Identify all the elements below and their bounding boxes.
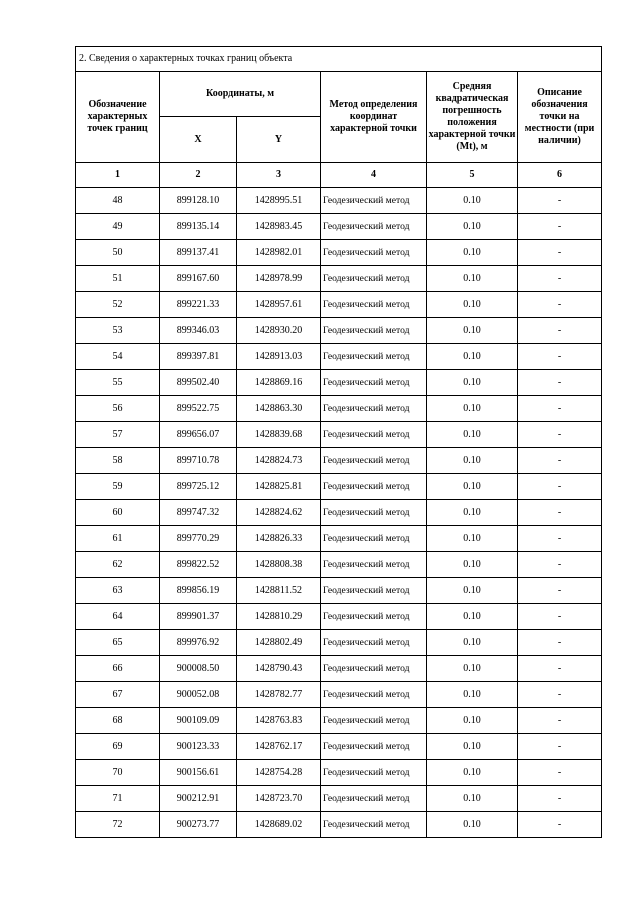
table-row bbox=[76, 526, 602, 552]
cell-description: - bbox=[518, 604, 602, 630]
cell-x-coordinate: 899135.14 bbox=[160, 214, 237, 240]
cell-point-number: 61 bbox=[76, 526, 160, 552]
table-row bbox=[76, 812, 602, 838]
cell-point-number: 58 bbox=[76, 448, 160, 474]
cell-y-coordinate: 1428802.49 bbox=[237, 630, 321, 656]
cell-accuracy: 0.10 bbox=[427, 370, 518, 396]
cell-point-number: 53 bbox=[76, 318, 160, 344]
header-y: Y bbox=[237, 117, 321, 163]
header-method: Метод определения координат характерной точки bbox=[321, 72, 427, 163]
table-row bbox=[76, 474, 602, 500]
cell-method: Геодезический метод bbox=[321, 760, 427, 786]
cell-description: - bbox=[518, 214, 602, 240]
cell-description: - bbox=[518, 188, 602, 214]
cell-point-number: 68 bbox=[76, 708, 160, 734]
column-number: 2 bbox=[160, 163, 237, 188]
cell-y-coordinate: 1428825.81 bbox=[237, 474, 321, 500]
cell-point-number: 57 bbox=[76, 422, 160, 448]
cell-point-number: 50 bbox=[76, 240, 160, 266]
cell-accuracy: 0.10 bbox=[427, 318, 518, 344]
cell-x-coordinate: 900273.77 bbox=[160, 812, 237, 838]
cell-accuracy: 0.10 bbox=[427, 708, 518, 734]
table-row bbox=[76, 786, 602, 812]
header-point-designation: Обозначение характерных точек границ bbox=[76, 72, 160, 163]
cell-point-number: 62 bbox=[76, 552, 160, 578]
cell-method: Геодезический метод bbox=[321, 500, 427, 526]
table-row bbox=[76, 604, 602, 630]
cell-description: - bbox=[518, 656, 602, 682]
table-row bbox=[76, 448, 602, 474]
cell-description: - bbox=[518, 682, 602, 708]
cell-point-number: 63 bbox=[76, 578, 160, 604]
cell-description: - bbox=[518, 422, 602, 448]
table-row bbox=[76, 188, 602, 214]
cell-x-coordinate: 899901.37 bbox=[160, 604, 237, 630]
table-row bbox=[76, 656, 602, 682]
cell-y-coordinate: 1428982.01 bbox=[237, 240, 321, 266]
cell-x-coordinate: 899770.29 bbox=[160, 526, 237, 552]
column-number: 1 bbox=[76, 163, 160, 188]
cell-accuracy: 0.10 bbox=[427, 422, 518, 448]
cell-x-coordinate: 899128.10 bbox=[160, 188, 237, 214]
cell-accuracy: 0.10 bbox=[427, 604, 518, 630]
cell-y-coordinate: 1428811.52 bbox=[237, 578, 321, 604]
cell-description: - bbox=[518, 760, 602, 786]
cell-accuracy: 0.10 bbox=[427, 448, 518, 474]
cell-x-coordinate: 900008.50 bbox=[160, 656, 237, 682]
cell-x-coordinate: 899747.32 bbox=[160, 500, 237, 526]
cell-accuracy: 0.10 bbox=[427, 734, 518, 760]
cell-x-coordinate: 900212.91 bbox=[160, 786, 237, 812]
points-table-body bbox=[76, 188, 602, 838]
cell-method: Геодезический метод bbox=[321, 370, 427, 396]
column-number-row bbox=[76, 163, 602, 188]
cell-accuracy: 0.10 bbox=[427, 786, 518, 812]
cell-point-number: 65 bbox=[76, 630, 160, 656]
table-row bbox=[76, 240, 602, 266]
cell-method: Геодезический метод bbox=[321, 708, 427, 734]
cell-description: - bbox=[518, 344, 602, 370]
column-number: 6 bbox=[518, 163, 602, 188]
cell-x-coordinate: 899397.81 bbox=[160, 344, 237, 370]
cell-description: - bbox=[518, 318, 602, 344]
cell-point-number: 70 bbox=[76, 760, 160, 786]
cell-accuracy: 0.10 bbox=[427, 474, 518, 500]
cell-y-coordinate: 1428763.83 bbox=[237, 708, 321, 734]
header-x: X bbox=[160, 117, 237, 163]
cell-y-coordinate: 1428824.73 bbox=[237, 448, 321, 474]
table-row bbox=[76, 708, 602, 734]
cell-method: Геодезический метод bbox=[321, 318, 427, 344]
table-row bbox=[76, 552, 602, 578]
cell-description: - bbox=[518, 526, 602, 552]
table-row bbox=[76, 318, 602, 344]
cell-method: Геодезический метод bbox=[321, 344, 427, 370]
table-row bbox=[76, 630, 602, 656]
cell-accuracy: 0.10 bbox=[427, 240, 518, 266]
cell-accuracy: 0.10 bbox=[427, 812, 518, 838]
cell-x-coordinate: 899221.33 bbox=[160, 292, 237, 318]
cell-description: - bbox=[518, 292, 602, 318]
column-number: 3 bbox=[237, 163, 321, 188]
points-table-container bbox=[75, 46, 601, 838]
cell-y-coordinate: 1428957.61 bbox=[237, 292, 321, 318]
table-row bbox=[76, 500, 602, 526]
cell-point-number: 52 bbox=[76, 292, 160, 318]
cell-x-coordinate: 899710.78 bbox=[160, 448, 237, 474]
cell-y-coordinate: 1428754.28 bbox=[237, 760, 321, 786]
cell-accuracy: 0.10 bbox=[427, 656, 518, 682]
cell-point-number: 59 bbox=[76, 474, 160, 500]
cell-method: Геодезический метод bbox=[321, 240, 427, 266]
cell-method: Геодезический метод bbox=[321, 552, 427, 578]
cell-x-coordinate: 899976.92 bbox=[160, 630, 237, 656]
cell-accuracy: 0.10 bbox=[427, 552, 518, 578]
cell-x-coordinate: 900052.08 bbox=[160, 682, 237, 708]
cell-point-number: 67 bbox=[76, 682, 160, 708]
cell-point-number: 66 bbox=[76, 656, 160, 682]
cell-y-coordinate: 1428978.99 bbox=[237, 266, 321, 292]
cell-y-coordinate: 1428808.38 bbox=[237, 552, 321, 578]
cell-method: Геодезический метод bbox=[321, 188, 427, 214]
cell-y-coordinate: 1428824.62 bbox=[237, 500, 321, 526]
cell-method: Геодезический метод bbox=[321, 292, 427, 318]
cell-method: Геодезический метод bbox=[321, 526, 427, 552]
cell-accuracy: 0.10 bbox=[427, 760, 518, 786]
cell-description: - bbox=[518, 578, 602, 604]
cell-x-coordinate: 899656.07 bbox=[160, 422, 237, 448]
cell-accuracy: 0.10 bbox=[427, 292, 518, 318]
cell-point-number: 71 bbox=[76, 786, 160, 812]
cell-method: Геодезический метод bbox=[321, 656, 427, 682]
cell-description: - bbox=[518, 448, 602, 474]
cell-accuracy: 0.10 bbox=[427, 214, 518, 240]
column-number: 4 bbox=[321, 163, 427, 188]
cell-method: Геодезический метод bbox=[321, 422, 427, 448]
cell-method: Геодезический метод bbox=[321, 396, 427, 422]
header-coordinates: Координаты, м bbox=[160, 72, 321, 117]
cell-point-number: 51 bbox=[76, 266, 160, 292]
cell-point-number: 54 bbox=[76, 344, 160, 370]
cell-y-coordinate: 1428913.03 bbox=[237, 344, 321, 370]
cell-x-coordinate: 899725.12 bbox=[160, 474, 237, 500]
cell-x-coordinate: 899167.60 bbox=[160, 266, 237, 292]
table-row bbox=[76, 760, 602, 786]
cell-description: - bbox=[518, 786, 602, 812]
cell-accuracy: 0.10 bbox=[427, 500, 518, 526]
cell-description: - bbox=[518, 630, 602, 656]
cell-method: Геодезический метод bbox=[321, 812, 427, 838]
table-row bbox=[76, 214, 602, 240]
cell-y-coordinate: 1428810.29 bbox=[237, 604, 321, 630]
cell-accuracy: 0.10 bbox=[427, 266, 518, 292]
cell-accuracy: 0.10 bbox=[427, 682, 518, 708]
cell-method: Геодезический метод bbox=[321, 786, 427, 812]
cell-method: Геодезический метод bbox=[321, 448, 427, 474]
table-row bbox=[76, 292, 602, 318]
cell-description: - bbox=[518, 552, 602, 578]
cell-method: Геодезический метод bbox=[321, 578, 427, 604]
cell-description: - bbox=[518, 370, 602, 396]
table-row bbox=[76, 422, 602, 448]
cell-y-coordinate: 1428983.45 bbox=[237, 214, 321, 240]
section-title: 2. Сведения о характерных точках границ объекта bbox=[76, 47, 602, 72]
header-accuracy: Средняя квадратическая погрешность положения характерной точки (Mt), м bbox=[427, 72, 518, 163]
cell-x-coordinate: 899822.52 bbox=[160, 552, 237, 578]
cell-method: Геодезический метод bbox=[321, 604, 427, 630]
cell-point-number: 56 bbox=[76, 396, 160, 422]
cell-accuracy: 0.10 bbox=[427, 578, 518, 604]
table-row bbox=[76, 370, 602, 396]
cell-y-coordinate: 1428689.02 bbox=[237, 812, 321, 838]
table-row bbox=[76, 344, 602, 370]
cell-point-number: 69 bbox=[76, 734, 160, 760]
cell-description: - bbox=[518, 500, 602, 526]
cell-y-coordinate: 1428839.68 bbox=[237, 422, 321, 448]
cell-y-coordinate: 1428863.30 bbox=[237, 396, 321, 422]
cell-point-number: 49 bbox=[76, 214, 160, 240]
cell-y-coordinate: 1428782.77 bbox=[237, 682, 321, 708]
cell-y-coordinate: 1428826.33 bbox=[237, 526, 321, 552]
cell-y-coordinate: 1428930.20 bbox=[237, 318, 321, 344]
cell-description: - bbox=[518, 240, 602, 266]
cell-point-number: 60 bbox=[76, 500, 160, 526]
cell-method: Геодезический метод bbox=[321, 734, 427, 760]
cell-point-number: 48 bbox=[76, 188, 160, 214]
cell-description: - bbox=[518, 708, 602, 734]
cell-accuracy: 0.10 bbox=[427, 344, 518, 370]
cell-point-number: 72 bbox=[76, 812, 160, 838]
table-row bbox=[76, 396, 602, 422]
cell-description: - bbox=[518, 474, 602, 500]
cell-x-coordinate: 899522.75 bbox=[160, 396, 237, 422]
cell-x-coordinate: 900109.09 bbox=[160, 708, 237, 734]
cell-accuracy: 0.10 bbox=[427, 188, 518, 214]
header-description: Описание обозначения точки на местности (при наличии) bbox=[518, 72, 602, 163]
cell-description: - bbox=[518, 266, 602, 292]
cell-y-coordinate: 1428995.51 bbox=[237, 188, 321, 214]
table-row bbox=[76, 578, 602, 604]
column-number: 5 bbox=[427, 163, 518, 188]
table-row bbox=[76, 682, 602, 708]
cell-method: Геодезический метод bbox=[321, 266, 427, 292]
boundary-points-table bbox=[75, 46, 602, 838]
cell-accuracy: 0.10 bbox=[427, 526, 518, 552]
cell-method: Геодезический метод bbox=[321, 214, 427, 240]
cell-point-number: 64 bbox=[76, 604, 160, 630]
cell-x-coordinate: 899502.40 bbox=[160, 370, 237, 396]
cell-x-coordinate: 900156.61 bbox=[160, 760, 237, 786]
cell-method: Геодезический метод bbox=[321, 682, 427, 708]
cell-description: - bbox=[518, 734, 602, 760]
cell-accuracy: 0.10 bbox=[427, 630, 518, 656]
cell-accuracy: 0.10 bbox=[427, 396, 518, 422]
cell-x-coordinate: 899346.03 bbox=[160, 318, 237, 344]
cell-y-coordinate: 1428790.43 bbox=[237, 656, 321, 682]
table-row bbox=[76, 266, 602, 292]
table-row bbox=[76, 734, 602, 760]
cell-x-coordinate: 900123.33 bbox=[160, 734, 237, 760]
cell-x-coordinate: 899137.41 bbox=[160, 240, 237, 266]
cell-x-coordinate: 899856.19 bbox=[160, 578, 237, 604]
cell-method: Геодезический метод bbox=[321, 474, 427, 500]
cell-method: Геодезический метод bbox=[321, 630, 427, 656]
cell-y-coordinate: 1428723.70 bbox=[237, 786, 321, 812]
cell-description: - bbox=[518, 396, 602, 422]
cell-description: - bbox=[518, 812, 602, 838]
cell-y-coordinate: 1428762.17 bbox=[237, 734, 321, 760]
cell-point-number: 55 bbox=[76, 370, 160, 396]
cell-y-coordinate: 1428869.16 bbox=[237, 370, 321, 396]
